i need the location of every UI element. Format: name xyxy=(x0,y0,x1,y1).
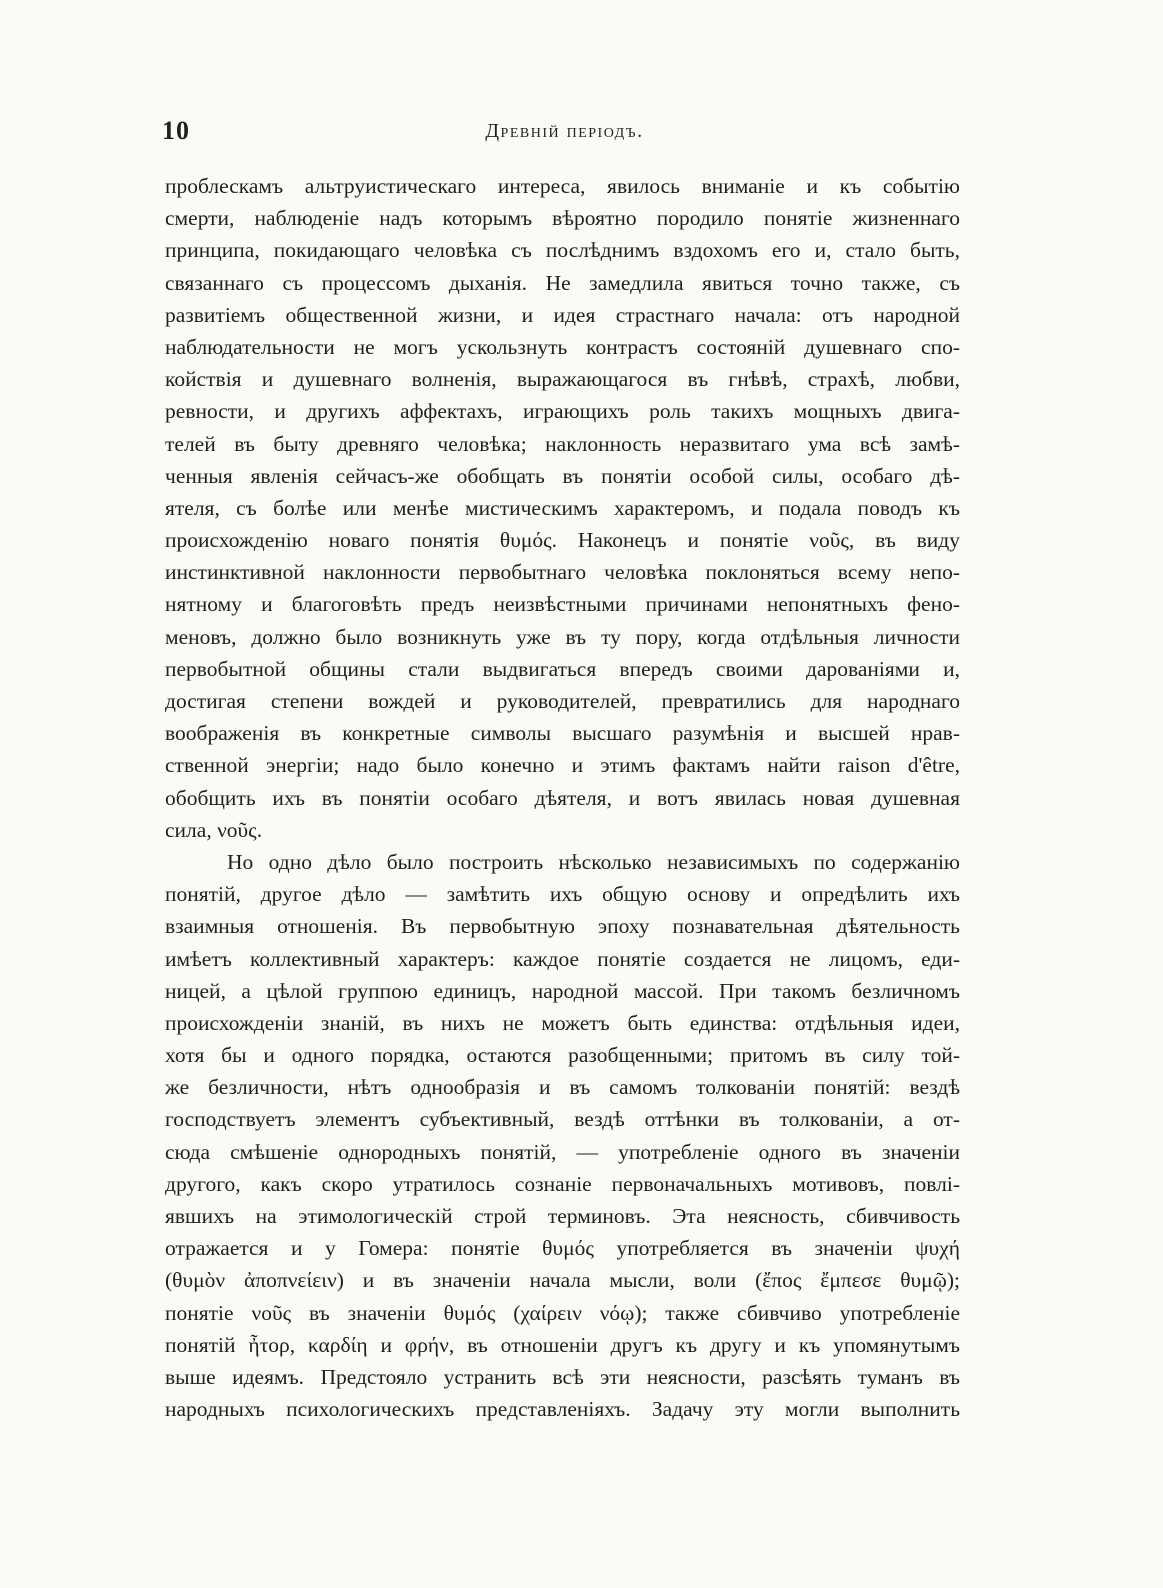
text-line: принципа, покидающаго человѣка съ послѣднимъ вздохомъ его и, стало быть, xyxy=(165,238,960,263)
text-line: ревности, и другихъ аффектахъ, играющихъ роль такихъ мощныхъ двига- xyxy=(165,399,960,424)
text-line: обобщить ихъ въ понятіи особаго дѣятеля, и вотъ явилась новая душевная xyxy=(165,785,960,810)
text-line: наблюдательности не могъ ускользнуть контрастъ состояній душевнаго спо- xyxy=(165,334,960,359)
text-line: имѣетъ коллективный характеръ: каждое понятіе создается не лицомъ, еди- xyxy=(165,946,960,971)
text-line: выше идеямъ. Предстояло устранить всѣ эти неясности, разсѣять туманъ въ xyxy=(165,1364,960,1389)
page-header xyxy=(162,116,967,150)
text-line: происхожденіи знаній, въ нихъ не можетъ быть единства: отдѣльныя идеи, xyxy=(165,1010,960,1035)
text-line: же безличности, нѣтъ однообразія и въ самомъ толкованіи понятій: вездѣ xyxy=(165,1075,960,1100)
text-line: достигая степени вождей и руководителей, превратились для народнаго xyxy=(165,689,960,713)
text-line: другого, какъ скоро утратилось сознаніе первоначальныхъ мотивовъ, повлі- xyxy=(165,1171,960,1196)
text-line: понятій ἦτορ, καρδίη и φρήν, въ отношеніи другъ къ другу и къ упомянутымъ xyxy=(165,1332,960,1357)
text-line: отражается и у Гомера: понятіе θυμός употребляется въ значеніи ψυχή xyxy=(165,1236,960,1261)
text-line: явшихъ на этимологическій строй терминовъ. Эта неясность, сбивчивость xyxy=(165,1204,960,1228)
text-line: телей въ быту древняго человѣка; наклонность неразвитаго ума всѣ замѣ- xyxy=(165,431,960,456)
text-line: ченныя явленія сейчасъ-же обобщать въ понятіи особой силы, особаго дѣ- xyxy=(165,463,960,488)
text-line: Но одно дѣло было построить нѣсколько независимыхъ по содержанію xyxy=(227,849,960,874)
text-line: смерти, наблюденіе надъ которымъ вѣроятно породило понятіе жизненнаго xyxy=(165,206,960,231)
body-text xyxy=(165,170,960,1425)
text-line: взаимныя отношенія. Въ первобытную эпоху познавательная дѣятельность xyxy=(165,914,960,939)
text-line: первобытной общины стали выдвигаться впередъ своими дарованіями и, xyxy=(165,656,960,681)
text-line: ятеля, съ болѣе или менѣе мистическимъ характеромъ, и подала поводъ къ xyxy=(165,495,960,520)
page-number: 10 xyxy=(162,116,190,145)
text-line: инстинктивной наклонности первобытнаго человѣка поклоняться всему непо- xyxy=(165,560,960,585)
paragraph-2 xyxy=(165,846,960,1425)
text-line: происхожденію новаго понятія θυμός. Наконецъ и понятіе νοῦς, въ виду xyxy=(165,528,960,553)
text-line: ственной энергіи; надо было конечно и этимъ фактамъ найти raison d'être, xyxy=(165,753,960,778)
text-line: связаннаго съ процессомъ дыханія. Не замедлила явиться точно также, съ xyxy=(165,270,960,295)
text-line: господствуетъ элементъ субъективный, вездѣ оттѣнки въ толкованіи, а от- xyxy=(165,1107,960,1132)
text-line: народныхъ психологическихъ представленіяхъ. Задачу эту могли выполнить xyxy=(165,1397,960,1422)
text-line: койствія и душевнаго волненія, выражающагося въ гнѣвѣ, страхѣ, любви, xyxy=(165,367,960,392)
text-line: нятному и благоговѣть предъ неизвѣстными причинами непонятныхъ фено- xyxy=(165,592,960,617)
text-line: хотя бы и одного порядка, остаются разобщенными; притомъ въ силу той- xyxy=(165,1043,960,1068)
text-line: ницей, а цѣлой группою единицъ, народной массой. При такомъ безличномъ xyxy=(165,978,960,1003)
text-line: воображенія въ конкретные символы высшаго разумѣнія и высшей нрав- xyxy=(165,721,960,746)
text-line: сюда смѣшеніе однородныхъ понятій, — употребленіе одного въ значеніи xyxy=(165,1139,960,1164)
paragraph-1 xyxy=(165,170,960,846)
text-line: (θυμὸν ἀποπνείειν) и въ значеніи начала мысли, воли (ἔπος ἔμπεσε θυμῷ); xyxy=(165,1268,960,1293)
text-line: сила, νοῦς. xyxy=(165,817,263,842)
text-line: развитіемъ общественной жизни, и идея страстнаго начала: отъ народной xyxy=(165,302,960,327)
text-line: проблескамъ альтруистическаго интереса, явилось вниманіе и къ событію xyxy=(165,174,960,198)
running-title: Древній періодъ. xyxy=(485,120,644,142)
text-line: понятіе νοῦς въ значеніи θυμός (χαίρειν νόῳ); также сбивчиво употребленіе xyxy=(165,1300,960,1325)
text-line: меновъ, должно было возникнуть уже въ ту пору, когда отдѣльныя личности xyxy=(165,624,960,649)
text-line: понятій, другое дѣло — замѣтить ихъ общую основу и опредѣлить ихъ xyxy=(165,882,960,907)
